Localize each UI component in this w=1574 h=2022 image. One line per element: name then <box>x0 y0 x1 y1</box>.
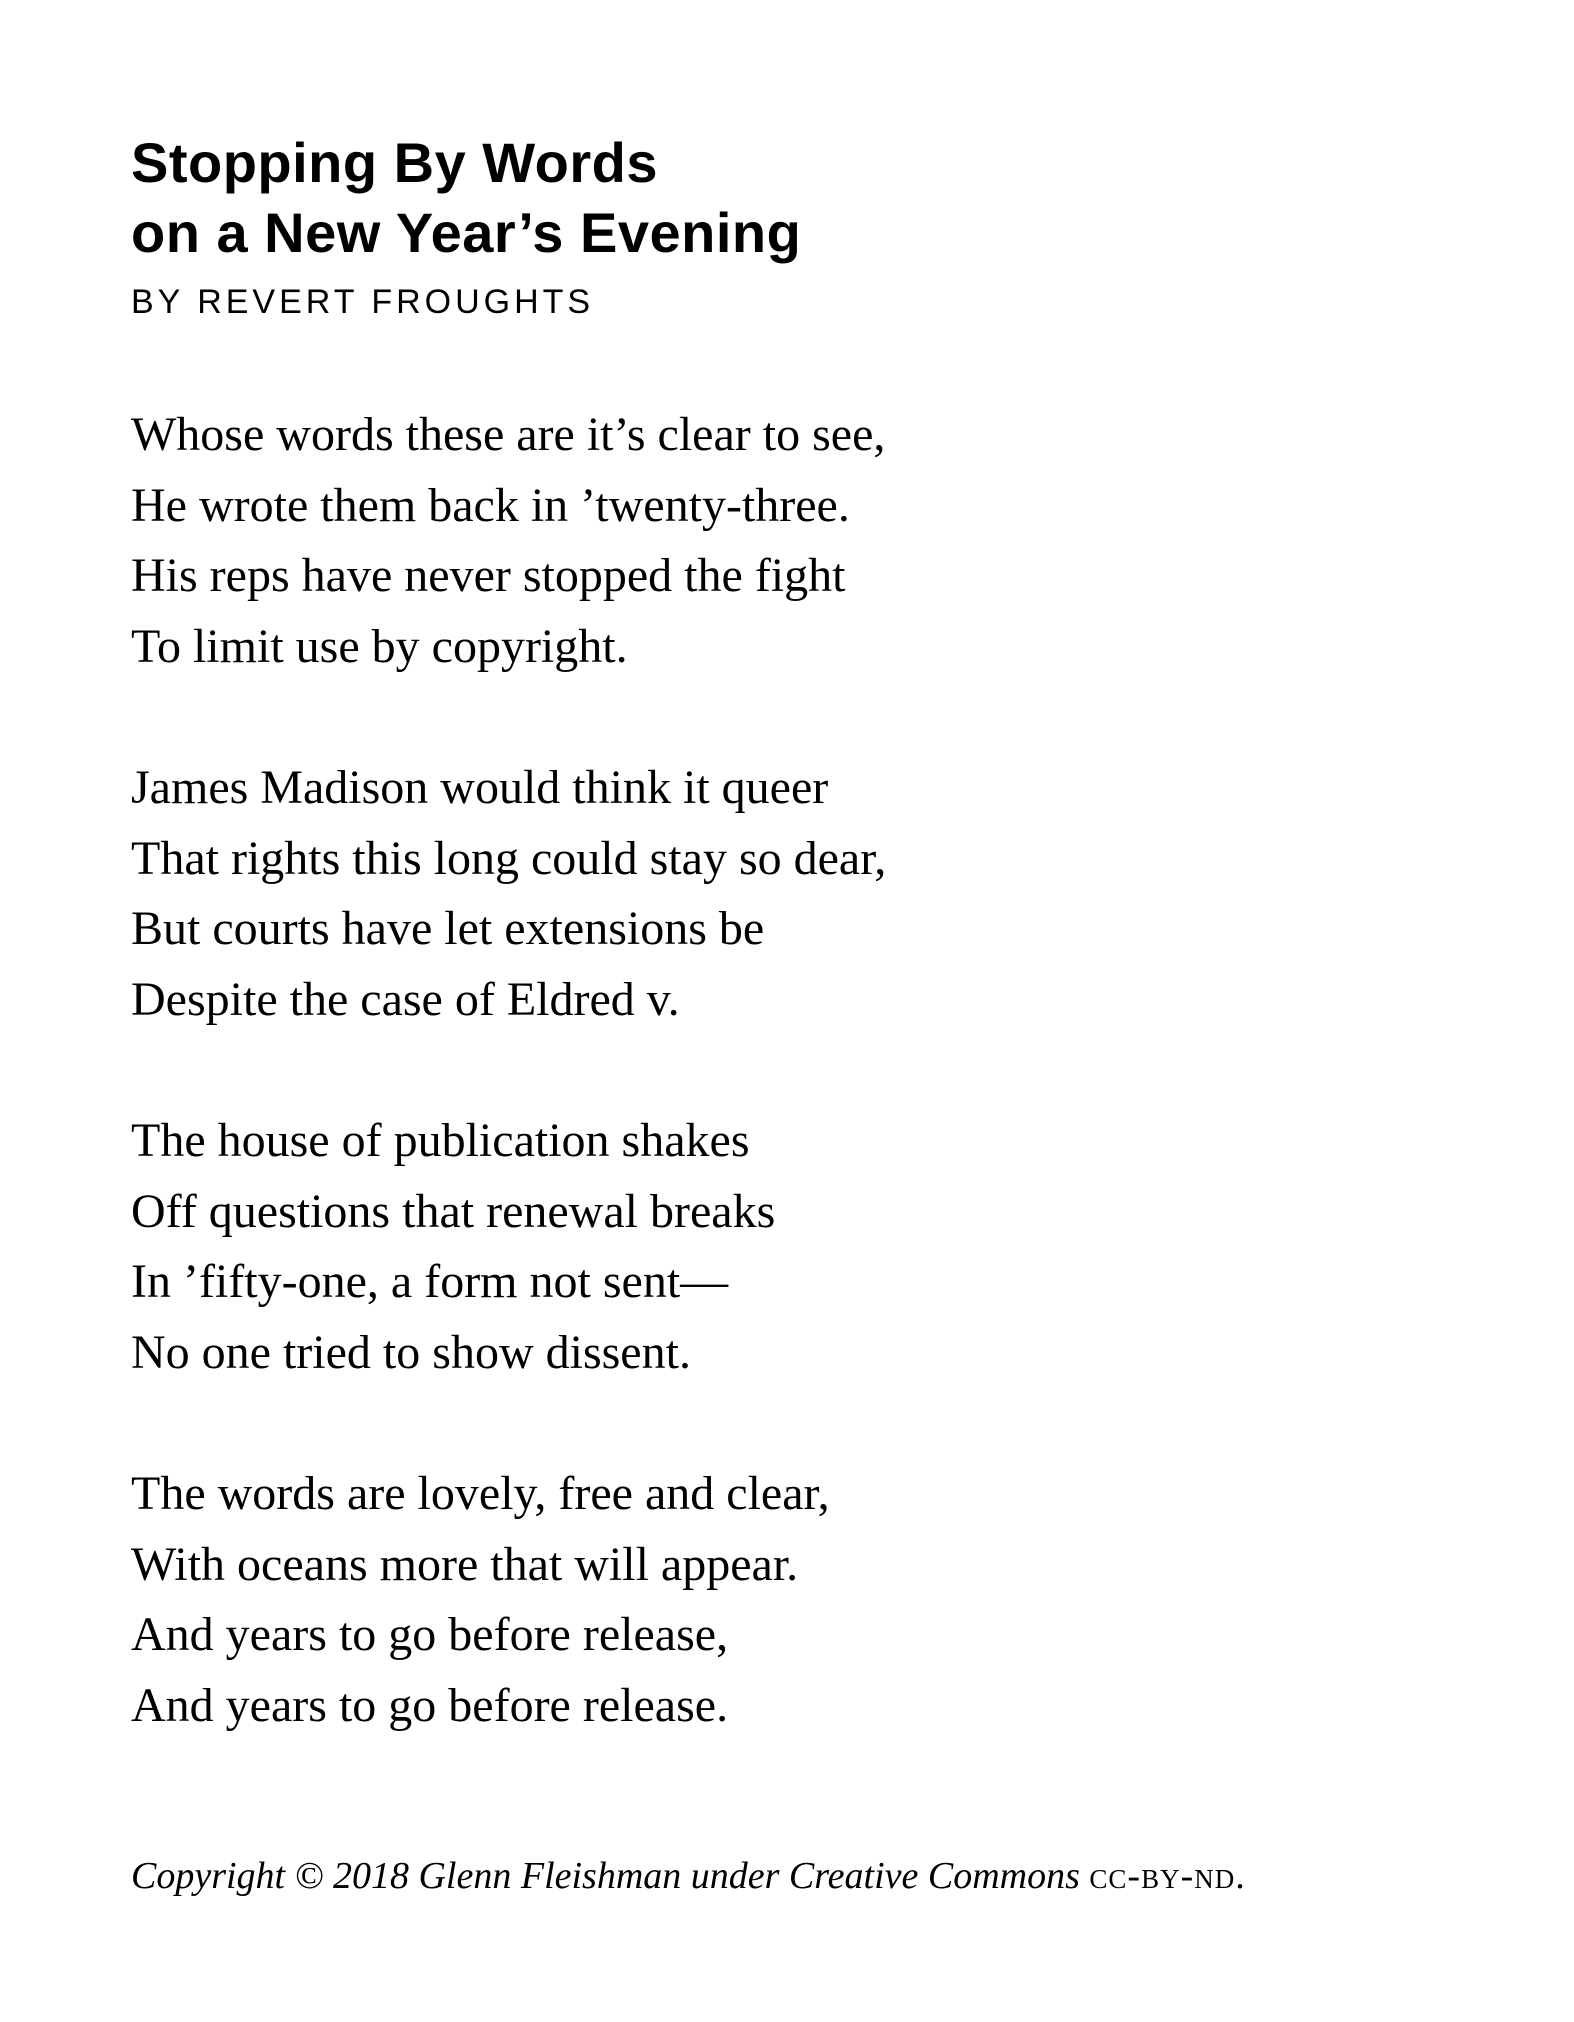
verse-line: And years to go before release, <box>131 1608 729 1661</box>
stanza-4 <box>131 1459 1431 1741</box>
license-label: cc-by-nd. <box>1089 1855 1246 1897</box>
verse-line: Whose words these are it’s clear to see, <box>131 408 886 461</box>
verse-line: The words are lovely, free and clear, <box>131 1467 830 1520</box>
verse-line: But courts have let extensions be <box>131 902 765 955</box>
verse-line: With oceans more that will appear. <box>131 1537 799 1591</box>
poem-page <box>131 128 1431 1741</box>
title-line-2: on a New Year’s Evening <box>131 201 802 264</box>
copyright-text: Copyright © 2018 Glenn Fleishman under Creative Commons <box>131 1855 1080 1897</box>
verse-line: The house of publication shakes <box>131 1114 750 1167</box>
verse-line: His reps have never stopped the fight <box>131 549 846 602</box>
stanza-1 <box>131 400 1431 682</box>
poem-title <box>131 128 1431 268</box>
verse-line: And years to go before release. <box>131 1678 729 1732</box>
stanza-3 <box>131 1106 1431 1388</box>
verse-line: James Madison would think it queer <box>131 761 829 814</box>
verse-line: No one tried to show dissent. <box>131 1325 691 1379</box>
verse-line: Despite the case of Eldred v. <box>131 972 680 1026</box>
verse-line: In ’fifty-one, a form not sent— <box>131 1255 729 1308</box>
author-byline: BY REVERT FROUGHTS <box>131 283 595 321</box>
verse-line: He wrote them back in ’twenty-three. <box>131 478 850 532</box>
verse-line: To limit use by copyright. <box>131 619 628 673</box>
poem-body <box>131 400 1431 1741</box>
stanza-2 <box>131 753 1431 1035</box>
verse-line: Off questions that renewal breaks <box>131 1184 776 1238</box>
verse-line: That rights this long could stay so dear, <box>131 831 887 885</box>
title-line-1: Stopping By Words <box>131 131 658 194</box>
copyright-notice <box>131 1852 1246 1900</box>
